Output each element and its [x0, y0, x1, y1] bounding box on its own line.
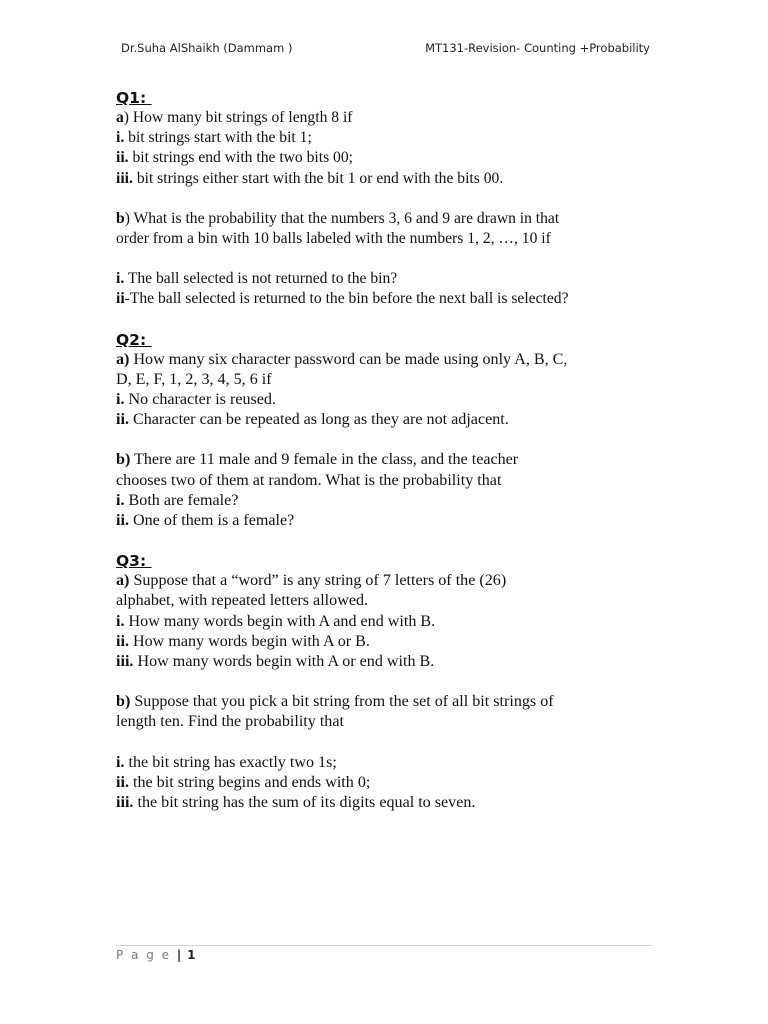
list-item: [116, 169, 656, 189]
list-item: [116, 269, 656, 289]
part-label: a): [116, 350, 130, 368]
page-separator: |: [176, 948, 182, 962]
item-label: ii: [116, 290, 125, 308]
question-3a-stem-cont: alphabet, with repeated letters allowed.: [116, 592, 369, 610]
part-label: b): [116, 451, 131, 469]
question-2a-stem: [116, 350, 656, 370]
page-label: P a g e: [116, 948, 172, 962]
item-text: bit strings end with the two bits 00;: [132, 149, 353, 167]
part-text: How many bit strings of length 8 if: [132, 109, 353, 126]
list-item: [116, 612, 656, 632]
question-3-title: Q3:: [116, 552, 152, 571]
part-text: Suppose that a “word” is any string of 7 letters of the (26): [133, 572, 507, 590]
question-1: [116, 88, 656, 310]
question-1a-stem: a) How many bit strings of length 8 if: [116, 109, 353, 126]
list-item: [116, 511, 656, 531]
item-text: the bit string has the sum of its digits equal to seven.: [137, 794, 476, 812]
question-2-title: Q2:: [116, 330, 152, 349]
part-text: Suppose that you pick a bit string from the set of all bit strings of: [134, 693, 554, 711]
question-3b: [116, 692, 656, 813]
question-1b-stem: b) What is the probability that the numbers 3, 6 and 9 are drawn in that: [116, 209, 560, 227]
question-2a: [116, 350, 656, 431]
question-1b-stem-cont: order from a bin with 10 balls labeled with the numbers 1, 2, …, 10 if: [116, 230, 551, 248]
question-3: [116, 551, 656, 813]
list-item: [116, 652, 656, 672]
item-text: -The ball selected is returned to the bin before the next ball is selected?: [124, 290, 569, 308]
item-text: How many words begin with A or B.: [133, 632, 370, 650]
page-header: [121, 41, 650, 61]
footer-divider: [116, 945, 652, 946]
list-item: [116, 632, 656, 652]
question-1-title: Q1:: [116, 89, 152, 107]
question-2b: [116, 450, 656, 531]
question-3b-stem-cont: length ten. Find the probability that: [116, 713, 344, 731]
question-2: [116, 330, 656, 532]
question-3a-stem: [116, 571, 656, 591]
item-text: the bit string begins and ends with 0;: [133, 773, 371, 791]
part-text: There are 11 male and 9 female in the class, and the teacher: [134, 451, 519, 469]
item-label: i.: [116, 612, 125, 630]
list-item: [116, 289, 656, 309]
item-text: One of them is a female?: [133, 512, 295, 530]
item-text: How many words begin with A and end with B.: [128, 612, 436, 630]
list-item: [116, 753, 656, 773]
question-1b: [116, 209, 656, 310]
part-label: b): [116, 693, 131, 711]
item-text: No character is reused.: [128, 391, 276, 409]
item-label: i.: [116, 391, 125, 409]
item-text: bit strings either start with the bit 1 or end with the bits 00.: [136, 169, 504, 187]
list-item: [116, 390, 656, 410]
item-label: i.: [116, 129, 125, 147]
item-label: iii.: [116, 794, 134, 812]
page-footer: [116, 948, 195, 962]
item-text: The ball selected is not returned to the bin?: [127, 270, 398, 288]
item-label: i.: [116, 491, 125, 509]
question-2a-stem-cont: D, E, F, 1, 2, 3, 4, 5, 6 if: [116, 370, 272, 388]
list-item: [116, 773, 656, 793]
list-item: [116, 491, 656, 511]
item-label: ii.: [116, 149, 129, 167]
item-label: ii.: [116, 773, 129, 791]
list-item: [116, 128, 656, 148]
item-text: How many words begin with A or end with B.: [137, 653, 435, 671]
part-label: b: [116, 209, 125, 227]
question-1a: [116, 108, 656, 189]
item-label: ii.: [116, 411, 129, 429]
question-3b-stem: [116, 692, 656, 712]
item-label: i.: [116, 753, 125, 771]
item-text: Character can be repeated as long as they are not adjacent.: [133, 411, 509, 429]
list-item: [116, 148, 656, 168]
item-text: bit strings start with the bit 1;: [128, 129, 312, 147]
part-label: a): [116, 572, 130, 590]
item-label: iii.: [116, 169, 133, 187]
item-label: i.: [116, 270, 125, 288]
header-author: Dr.Suha AlShaikh (Dammam ): [121, 41, 293, 55]
item-text: the bit string has exactly two 1s;: [128, 753, 337, 771]
question-3a: [116, 571, 656, 672]
item-label: ii.: [116, 512, 129, 530]
list-item: [116, 410, 656, 430]
document-body: [116, 88, 656, 813]
part-label: a: [116, 109, 124, 126]
item-label: ii.: [116, 632, 129, 650]
list-item: [116, 793, 656, 813]
part-text: What is the probability that the numbers 3, 6 and 9 are drawn in that: [133, 209, 560, 227]
item-text: Both are female?: [128, 491, 239, 509]
page-number: 1: [187, 948, 196, 962]
question-2b-stem: [116, 450, 656, 470]
question-2b-stem-cont: chooses two of them at random. What is the probability that: [116, 471, 502, 489]
header-course: MT131-Revision- Counting +Probability: [425, 41, 650, 55]
item-label: iii.: [116, 653, 134, 671]
part-text: How many six character password can be made using only A, B, C,: [133, 350, 568, 368]
